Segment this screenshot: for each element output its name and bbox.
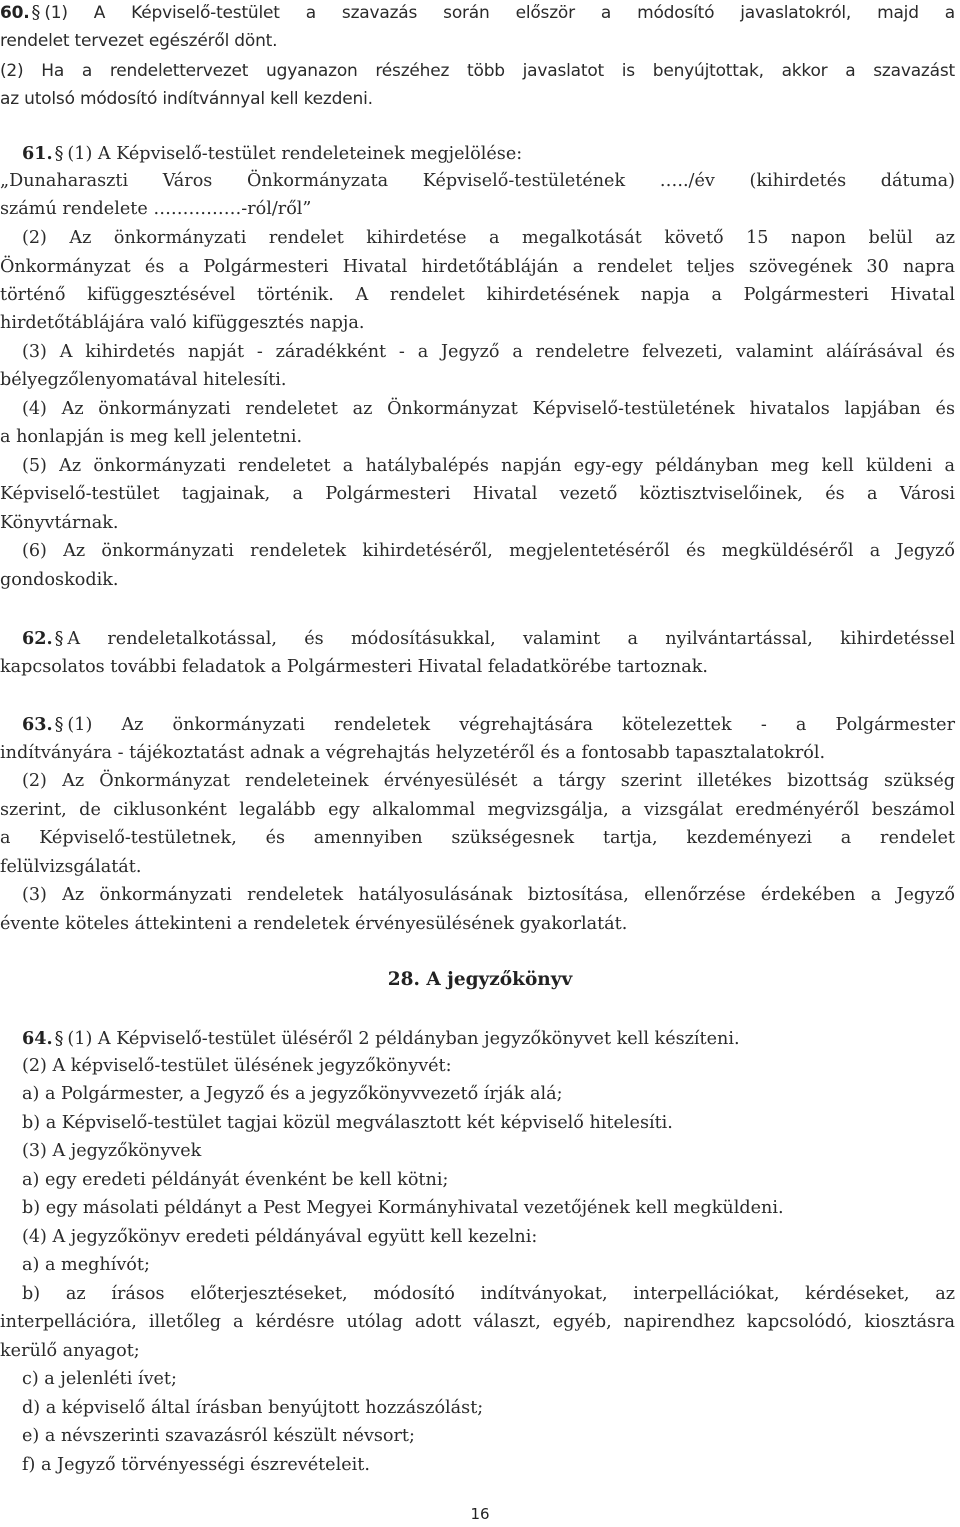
p61-line-10: (4) Az önkormányzati rendeletet az Önkormányzat Képviselő-testületének hivatalos lapjában és [22, 399, 955, 419]
p64-line-12: kerülő anyagot; [0, 1341, 140, 1361]
p62-line-1: 62. § A rendeletalkotással, és módosításukkal, valamint a nyilvántartással, kihirdetéssel [22, 628, 955, 649]
p63-line-6: felülvizsgálatát. [0, 857, 142, 877]
p64-line-7: b) egy másolati példányt a Pest Megyei Kormányhivatal vezetőjének kell megküldeni. [22, 1198, 784, 1218]
p64-line-3: a) a Polgármester, a Jegyző és a jegyzőkönyvvezető írják alá; [22, 1084, 563, 1104]
p63-line-7: (3) Az önkormányzati rendeletek hatályosulásának biztosítása, ellenőrzése érdekében a Jegyző [22, 885, 955, 905]
section-heading: 28. A jegyzőkönyv [387, 969, 573, 990]
p60-line-2: rendelet tervezet egészéről dönt. [0, 31, 278, 51]
p60-line-4: az utolsó módosító indítvánnyal kell kezdeni. [0, 89, 373, 109]
p64-line-8: (4) A jegyzőkönyv eredeti példányával együtt kell kezelni: [22, 1227, 538, 1247]
p60-line-1: 60. § (1) A Képviselő-testület a szavazás során először a módosító javaslatokról, majd a [0, 3, 955, 23]
p61-line-9: bélyegzőlenyomatával hitelesíti. [0, 370, 287, 390]
p63-line-8: évente köteles áttekinteni a rendeletek érvényesülésének gyakorlatát. [0, 914, 628, 934]
p61-line-11: a honlapján is meg kell jelentetni. [0, 427, 303, 447]
p63-line-3: (2) Az Önkormányzat rendeleteinek érvényesülését a tárgy szerint illetékes bizottság szükség [22, 771, 955, 791]
p61-line-5: Önkormányzat és a Polgármesteri Hivatal hirdetőtábláján a rendelet teljes szövegének 30 napra [0, 257, 955, 277]
p61-line-14: Könyvtárnak. [0, 513, 119, 533]
p64-line-5: (3) A jegyzőkönyvek [22, 1141, 202, 1161]
p64-line-13: c) a jelenléti ívet; [22, 1369, 177, 1389]
p63-line-4: szerint, de ciklusonként legalább egy alkalommal megvizsgálja, a vizsgálat eredményéről beszámol [0, 800, 955, 820]
p61-line-3: számú rendelete ……………-ról/ről” [0, 199, 312, 219]
section-mark: § [54, 1029, 64, 1049]
section-mark: § [31, 3, 41, 23]
p61-line-6: történő kifüggesztésével történik. A rendelet kihirdetésének napja a Polgármesteri Hivatal [0, 285, 955, 305]
p61-line-8: (3) A kihirdetés napját - záradékként - a Jegyző a rendeletre felvezeti, valamint aláírásával és [22, 342, 955, 362]
p64-line-10: b) az írásos előterjesztéseket, módosító indítványokat, interpellációkat, kérdéseket, az [22, 1284, 955, 1304]
section-mark: § [54, 144, 64, 164]
p64-line-16: f) a Jegyző törvényességi észrevételeit. [22, 1455, 370, 1475]
page-number: 16 [470, 1505, 490, 1523]
p63-line-5: a Képviselő-testületnek, és amennyiben szükségesnek tartja, kezdeményezi a rendelet [0, 828, 955, 848]
p64-line-2: (2) A képviselő-testület ülésének jegyzőkönyvét: [22, 1056, 452, 1076]
p61-line-12: (5) Az önkormányzati rendeletet a hatálybalépés napján egy-egy példányban meg kell küldeni a [22, 456, 955, 476]
p60-number: 60. [0, 3, 30, 23]
p64-line-6: a) egy eredeti példányát évenként be kell kötni; [22, 1170, 449, 1190]
p61-line-7: hirdetőtáblájára való kifüggesztés napja. [0, 313, 365, 333]
p62-number: 62. [22, 628, 53, 649]
p64-line-9: a) a meghívót; [22, 1255, 150, 1275]
p61-line-4: (2) Az önkormányzati rendelet kihirdetése a megalkotását követő 15 napon belül az [22, 228, 955, 248]
p64-line-4: b) a Képviselő-testület tagjai közül megválasztott két képviselő hitelesíti. [22, 1113, 673, 1133]
p61-line-2: „Dunaharaszti Város Önkormányzata Képviselő-testületének …../év (kihirdetés dátuma) [0, 171, 955, 191]
p64-line-15: e) a névszerinti szavazásról készült névsort; [22, 1426, 415, 1446]
p63-line-1: 63. § (1) Az önkormányzati rendeletek végrehajtására kötelezettek - a Polgármester [22, 714, 955, 735]
p62-line-2: kapcsolatos további feladatok a Polgármesteri Hivatal feladatkörébe tartoznak. [0, 657, 709, 677]
section-mark: § [54, 629, 64, 649]
p60-line-3: (2) Ha a rendelettervezet ugyanazon részéhez több javaslatot is benyújtottak, akkor a szavazást [0, 61, 955, 81]
p64-line-14: d) a képviselő által írásban benyújtott hozzászólást; [22, 1398, 484, 1418]
p61-line-15: (6) Az önkormányzati rendeletek kihirdetéséről, megjelentetéséről és megküldéséről a Jegyző [22, 541, 955, 561]
p64-line-11: interpellációra, illetőleg a kérdésre utólag adott választ, egyéb, napirendhez kapcsolódó, kiosztásra [0, 1312, 955, 1332]
p61-line-16: gondoskodik. [0, 570, 119, 590]
p61-line-1: 61. § (1) A Képviselő-testület rendeleteinek megjelölése: [22, 143, 523, 164]
p64-line-1: 64. § (1) A Képviselő-testület üléséről 2 példányban jegyzőkönyvet kell készíteni. [22, 1028, 740, 1049]
p61-number: 61. [22, 143, 53, 164]
p61-line-13: Képviselő-testület tagjainak, a Polgármesteri Hivatal vezető köztisztviselőinek, és a Városi [0, 484, 955, 504]
p63-number: 63. [22, 714, 53, 735]
section-mark: § [54, 715, 64, 735]
p64-number: 64. [22, 1028, 53, 1049]
p63-line-2: indítványára - tájékoztatást adnak a végrehajtás helyzetéről és a fontosabb tapasztalatokról. [0, 743, 826, 763]
